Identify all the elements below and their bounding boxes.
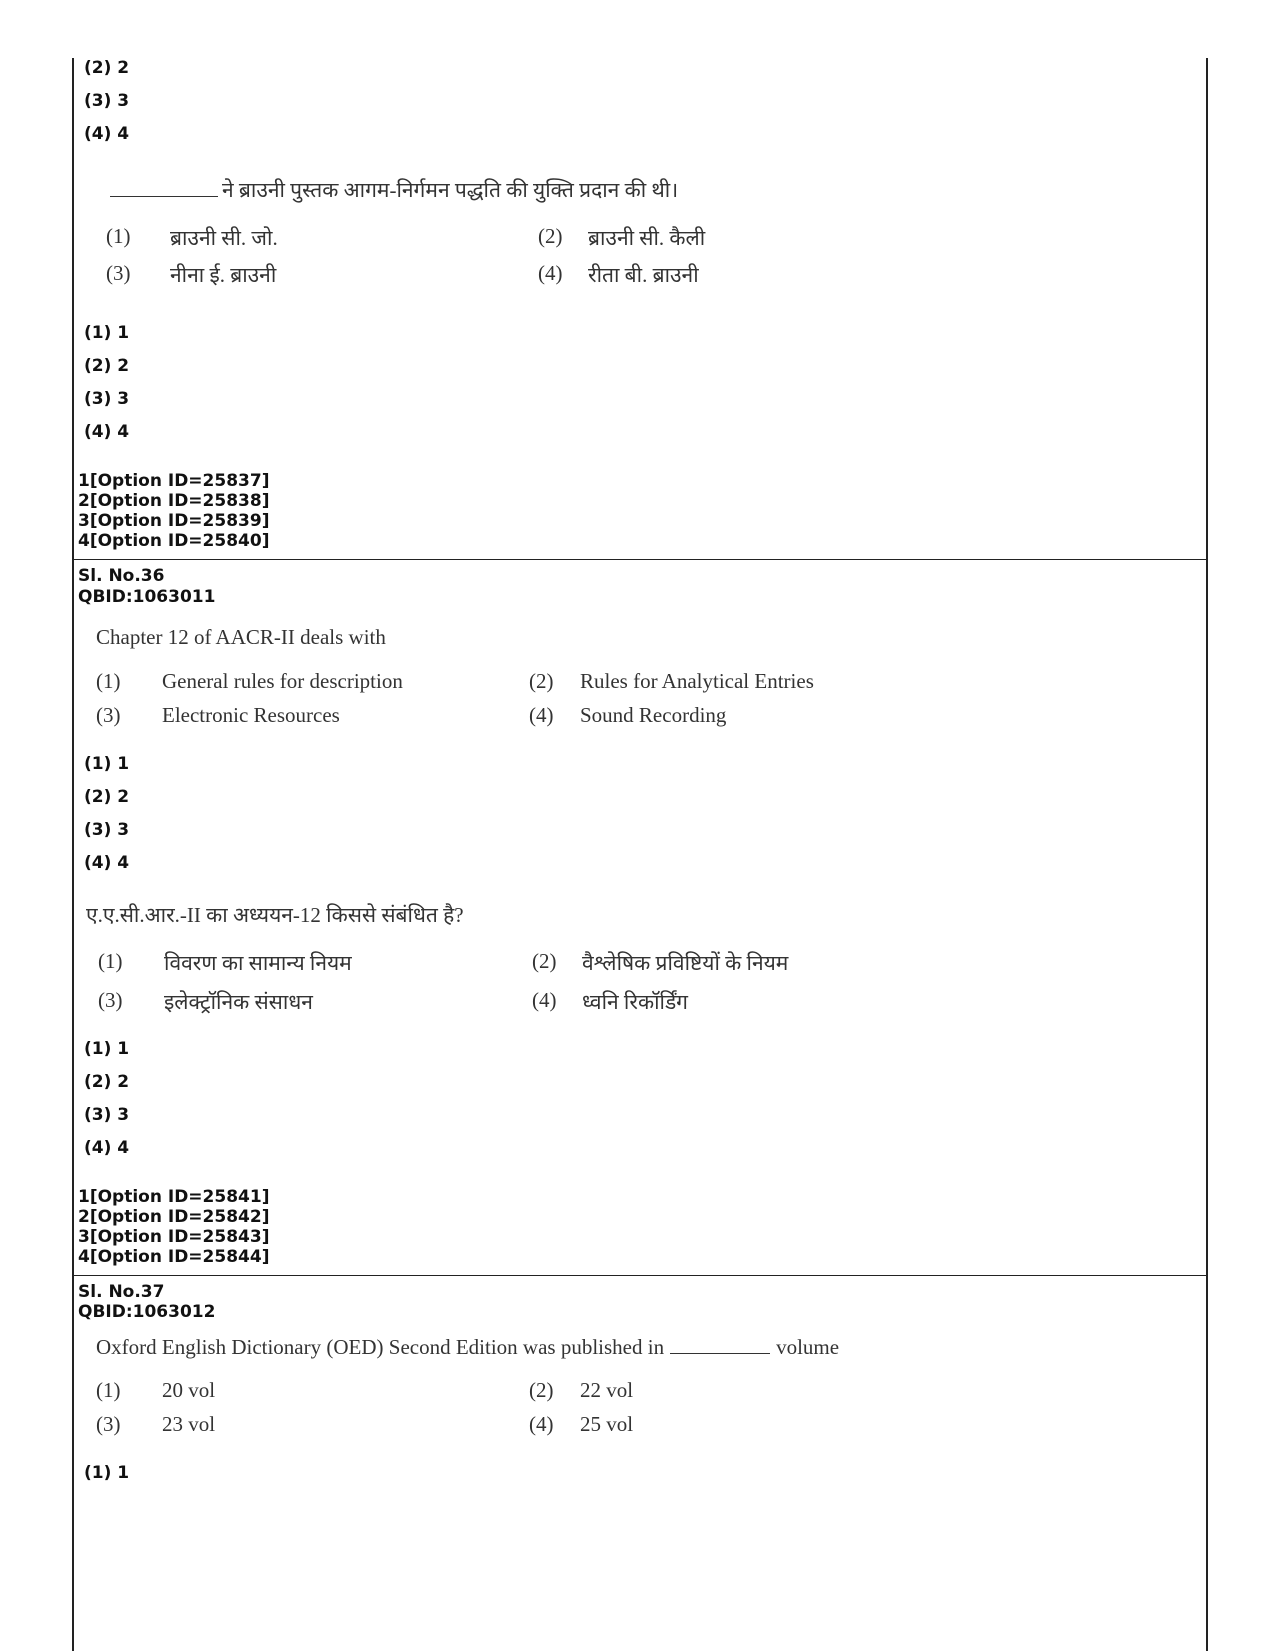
option-id: 4[Option ID=25840] <box>78 531 270 551</box>
option-text: वैश्लेषिक प्रविष्टियों के नियम <box>582 951 789 975</box>
option-text: General rules for description <box>162 669 403 693</box>
option-id: 1[Option ID=25841] <box>78 1187 270 1207</box>
answer-choice: (1) 1 <box>84 754 130 774</box>
option-text: रीता बी. ब्राउनी <box>588 263 699 287</box>
option-id: 3[Option ID=25839] <box>78 511 270 531</box>
option-id: 2[Option ID=25838] <box>78 491 270 511</box>
question-divider <box>74 1275 1206 1276</box>
option-number: (4) <box>529 1412 554 1436</box>
question-text-hindi: ए.ए.सी.आर.-II का अध्ययन-12 किससे संबंधित है? <box>86 903 464 927</box>
answer-choice: (4) 4 <box>84 853 130 873</box>
option-id: 4[Option ID=25844] <box>78 1247 270 1267</box>
answer-choice: (1) 1 <box>84 323 130 343</box>
question-text-hindi: ने ब्राउनी पुस्तक आगम-निर्गमन पद्धति की युक्ति प्रदान की थी। <box>106 176 678 204</box>
answer-choice: (3) 3 <box>84 91 130 111</box>
option-text: नीना ई. ब्राउनी <box>170 263 277 287</box>
fill-blank <box>110 196 218 197</box>
answer-choice: (2) 2 <box>84 1072 130 1092</box>
question-divider <box>74 559 1206 560</box>
option-number: (1) <box>96 1378 121 1402</box>
answer-choice: (4) 4 <box>84 422 130 442</box>
option-text: Rules for Analytical Entries <box>580 669 814 693</box>
option-text: Electronic Resources <box>162 703 340 727</box>
fill-blank <box>670 1353 770 1354</box>
option-text: विवरण का सामान्य नियम <box>164 951 352 975</box>
answer-choice: (3) 3 <box>84 820 130 840</box>
serial-number: Sl. No.37 <box>78 1282 165 1302</box>
question-sheet <box>72 58 1208 1651</box>
option-text: इलेक्ट्रॉनिक संसाधन <box>164 990 313 1014</box>
qbid: QBID:1063012 <box>78 1302 216 1322</box>
answer-choice: (3) 3 <box>84 389 130 409</box>
option-number: (4) <box>529 703 554 727</box>
question-text-english: Chapter 12 of AACR-II deals with <box>96 625 386 649</box>
answer-choice: (1) 1 <box>84 1039 130 1059</box>
answer-choice: (4) 4 <box>84 124 130 144</box>
option-number: (3) <box>96 1412 121 1436</box>
option-text: 20 vol <box>162 1378 216 1402</box>
answer-choice: (3) 3 <box>84 1105 130 1125</box>
option-number: (2) <box>529 1378 554 1402</box>
option-number: (2) <box>529 669 554 693</box>
option-text: ध्वनि रिकॉर्डिंग <box>582 990 689 1014</box>
option-id: 2[Option ID=25842] <box>78 1207 270 1227</box>
option-number: (1) <box>96 669 121 693</box>
answer-choice: (4) 4 <box>84 1138 130 1158</box>
option-id: 3[Option ID=25843] <box>78 1227 270 1247</box>
option-number: (3) <box>106 261 131 285</box>
option-text: 25 vol <box>580 1412 634 1436</box>
qbid: QBID:1063011 <box>78 587 216 607</box>
option-text: ब्राउनी सी. जो. <box>170 226 278 250</box>
option-id: 1[Option ID=25837] <box>78 471 270 491</box>
option-number: (1) <box>106 224 131 248</box>
option-text: Sound Recording <box>580 703 727 727</box>
answer-choice: (2) 2 <box>84 356 130 376</box>
option-number: (2) <box>538 224 563 248</box>
question-text-english: Oxford English Dictionary (OED) Second Edition was published in volume <box>96 1335 840 1359</box>
answer-choice: (2) 2 <box>84 787 130 807</box>
answer-choice: (1) 1 <box>84 1463 130 1483</box>
option-number: (1) <box>98 949 123 973</box>
option-number: (3) <box>96 703 121 727</box>
option-number: (2) <box>532 949 557 973</box>
serial-number: Sl. No.36 <box>78 566 165 586</box>
option-number: (3) <box>98 988 123 1012</box>
option-text: 23 vol <box>162 1412 216 1436</box>
option-number: (4) <box>538 261 563 285</box>
option-text: ब्राउनी सी. कैली <box>588 226 706 250</box>
option-text: 22 vol <box>580 1378 634 1402</box>
answer-choice: (2) 2 <box>84 58 130 78</box>
option-number: (4) <box>532 988 557 1012</box>
